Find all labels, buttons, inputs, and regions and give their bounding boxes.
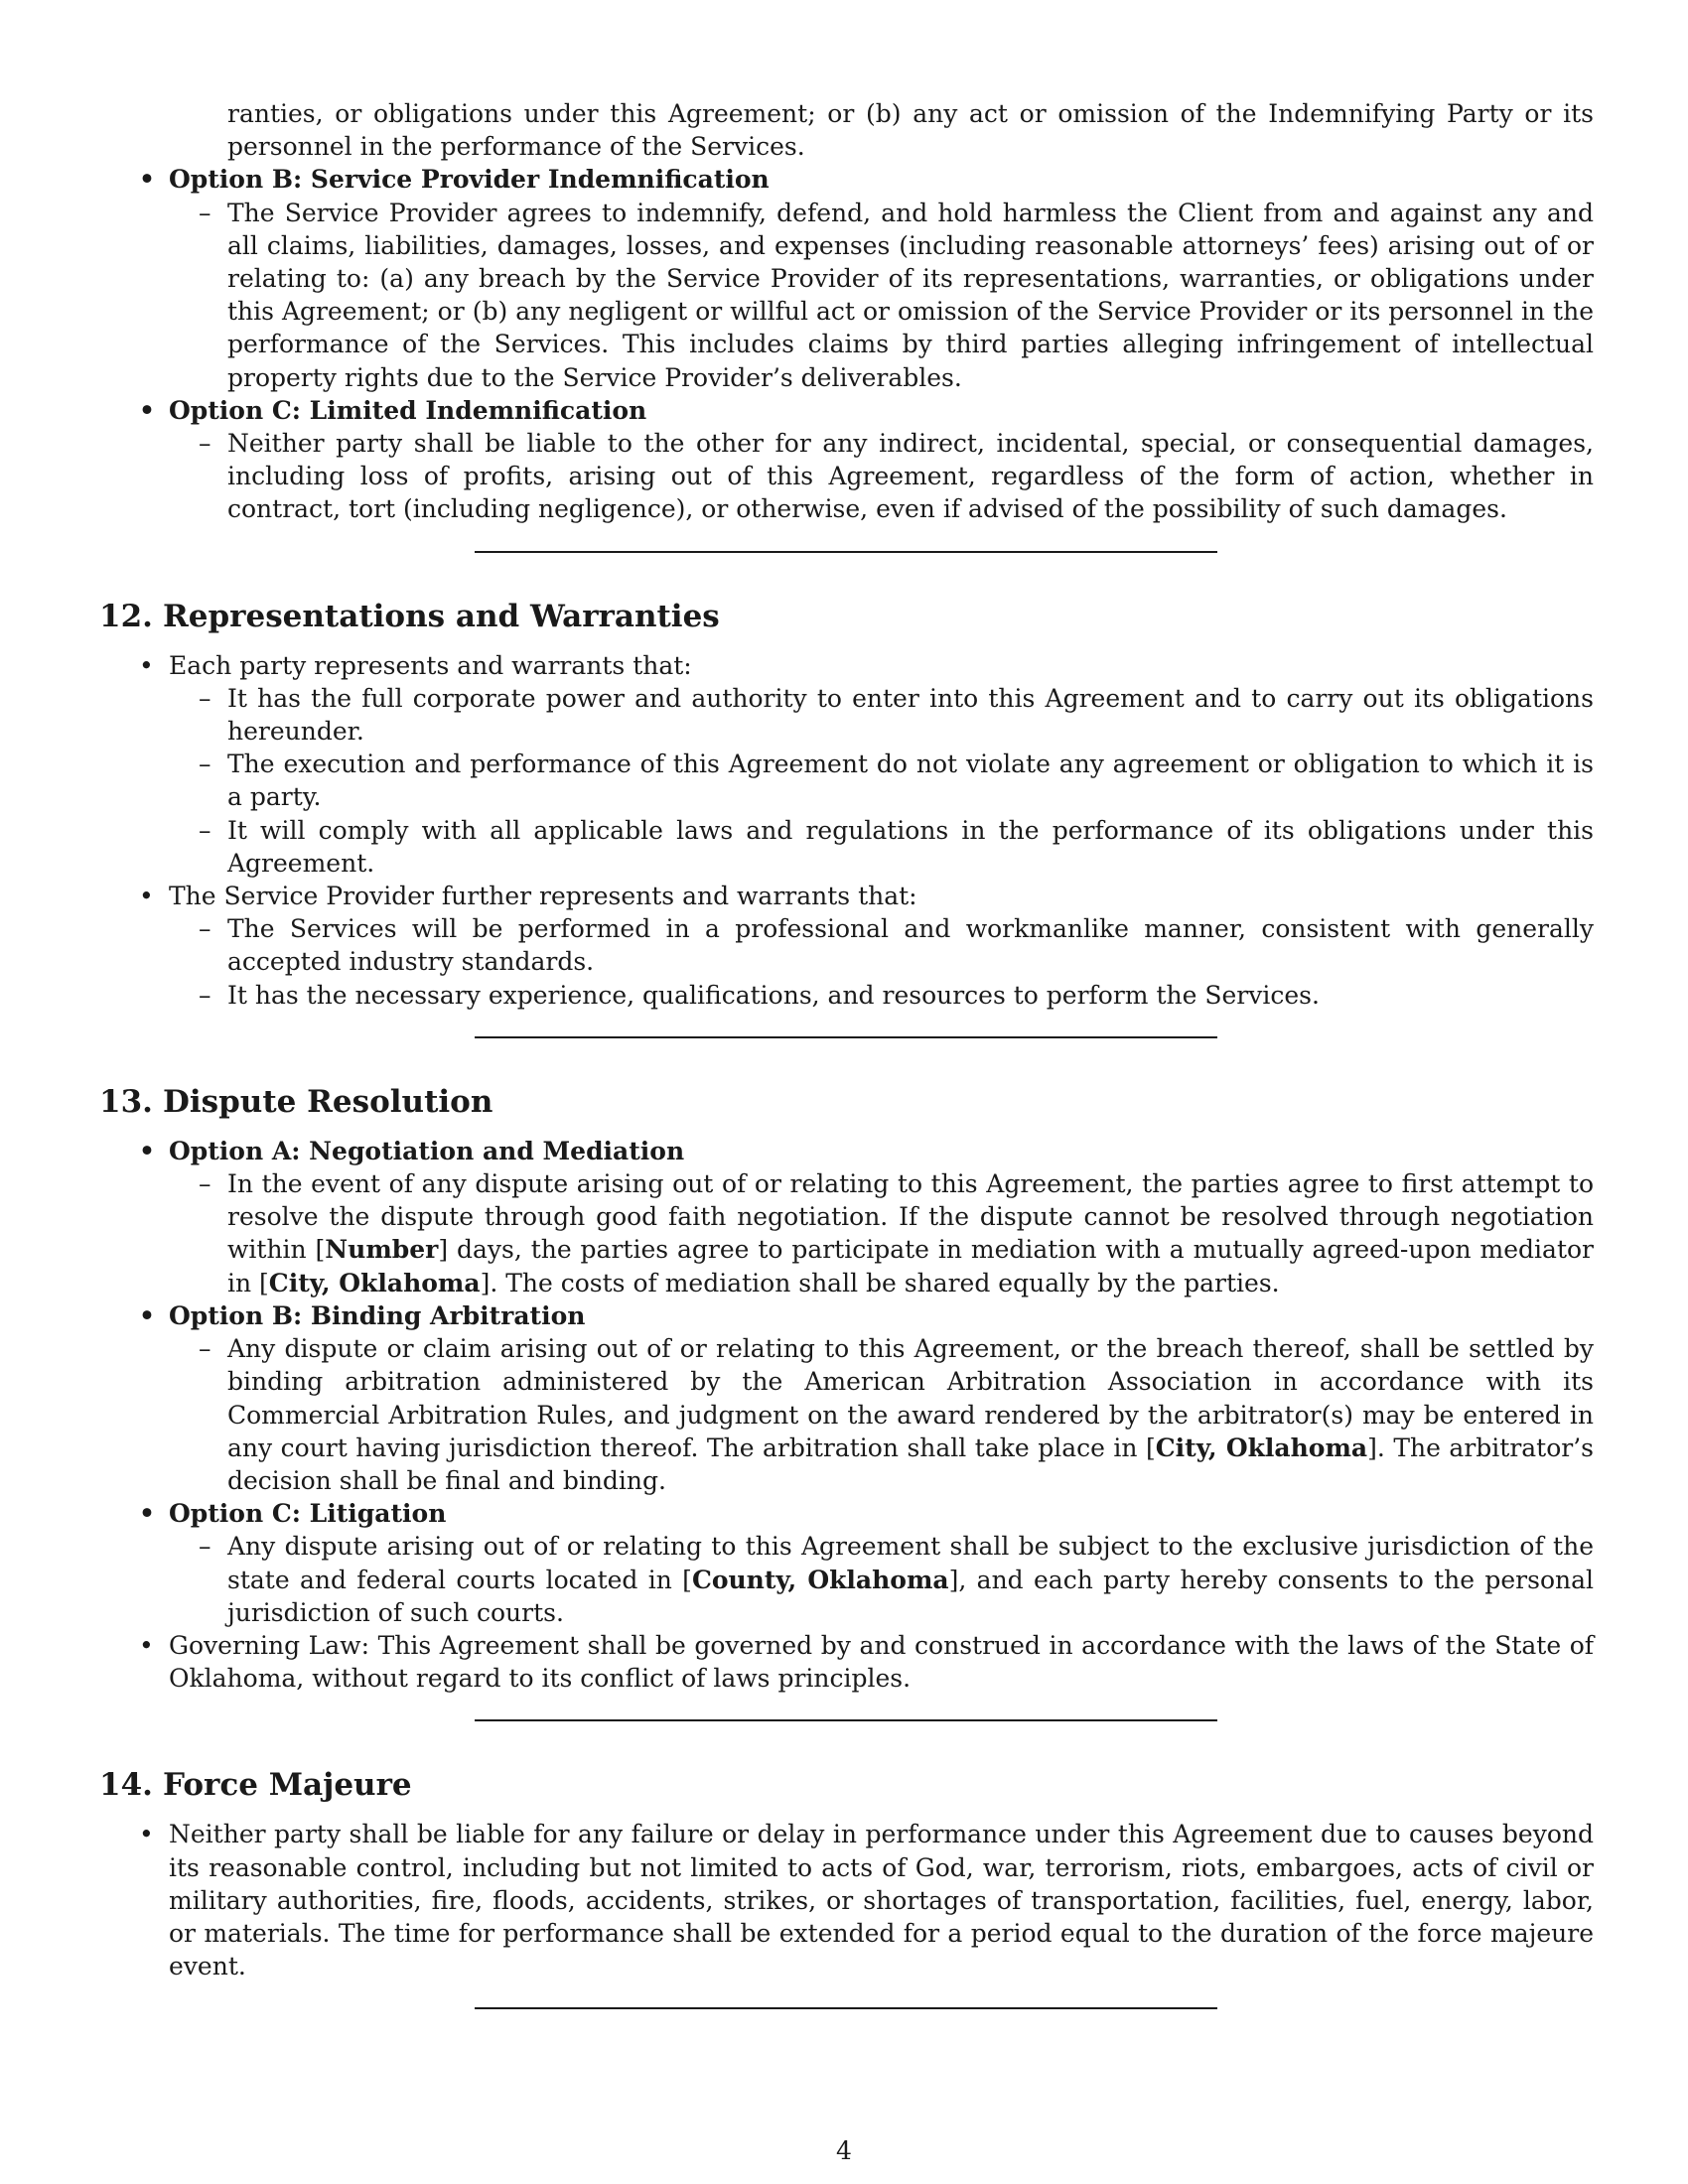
section-14-body xyxy=(99,1818,1594,1982)
option-a-text-part: ]. The costs of mediation shall be shared equally by the parties. xyxy=(480,1268,1280,1297)
warranty-group-lead: • The Service Provider further represents and warrants that: xyxy=(99,880,1594,912)
warranty-item: – It has the full corporate power and authority to enter into this Agreement and to carry out its obligations hereunder. xyxy=(99,682,1594,748)
section-13-title: Dispute Resolution xyxy=(163,1083,493,1120)
document-content xyxy=(99,97,1594,2009)
placeholder-city: City, Oklahoma xyxy=(268,1268,481,1297)
section-14-title: Force Majeure xyxy=(163,1767,412,1804)
option-a-title: • Option A: Negotiation and Mediation xyxy=(99,1135,1594,1167)
section-12-title: Representations and Warranties xyxy=(163,598,720,634)
option-c-text-part: ], and each party hereby consents to the personal jurisdiction of such courts. xyxy=(227,1565,1595,1627)
option-b-title: • Option B: Binding Arbitration xyxy=(99,1299,1594,1332)
option-c-title: • Option C: Limited Indemnification xyxy=(99,394,1594,427)
section-13-heading xyxy=(99,1082,1594,1122)
section-13-body xyxy=(99,1135,1594,1695)
section-12-number: 12. xyxy=(99,598,153,634)
placeholder-county: County, Oklahoma xyxy=(691,1565,949,1594)
governing-law: • Governing Law: This Agreement shall be governed by and construed in accordance with the laws of the State of Oklahoma, without regard to its conflict of laws principles. xyxy=(99,1629,1594,1695)
option-b-text xyxy=(99,1332,1594,1497)
option-a-text xyxy=(99,1167,1594,1299)
option-b-text-part: Any dispute or claim arising out of or relating to this Agreement, or the breach thereof, shall be settled by binding arbitration administered by the American Arbitration Association in accordance with its Commercial Arbitration Rules, and judgment on the award rendered by the arbitrator(s) may be entered in any court having jurisdiction thereof. The arbitration shall take place in [ xyxy=(227,1334,1594,1462)
option-c-text-part: Any dispute arising out of or relating to this Agreement shall be subject to the exclusive jurisdiction of the state and federal courts located in [ xyxy=(227,1532,1594,1594)
warranty-item: – The Services will be performed in a professional and workmanlike manner, consistent with generally accepted industry standards. xyxy=(99,912,1594,978)
force-majeure-text: • Neither party shall be liable for any failure or delay in performance under this Agreement due to causes beyond its reasonable control, including but not limited to acts of God, war, terrorism, riots, embargoes, acts of civil or military authorities, fire, floods, accidents, strikes, or shortages of transportation, facilities, fuel, energy, labor, or materials. The time for performance shall be extended for a period equal to the duration of the force majeure event. xyxy=(99,1818,1594,1982)
option-c-text: – Neither party shall be liable to the other for any indirect, incidental, special, or consequential damages, including loss of profits, arising out of this Agreement, regardless of the form of action, whether in contract, tort (including negligence), or otherwise, even if advised of the possibility of such damages. xyxy=(99,427,1594,526)
warranty-item: – It will comply with all applicable laws and regulations in the performance of its obligations under this Agreement. xyxy=(99,814,1594,880)
option-a-text-tail: ranties, or obligations under this Agreement; or (b) any act or omission of the Indemnifying Party or its personnel in the performance of the Services. xyxy=(227,99,1594,162)
section-12-body xyxy=(99,649,1594,1012)
section-13-number: 13. xyxy=(99,1083,153,1120)
section-divider xyxy=(475,1719,1217,1721)
warranty-group-lead: • Each party represents and warrants that: xyxy=(99,649,1594,682)
placeholder-city: City, Oklahoma xyxy=(1155,1433,1368,1462)
page-number: 4 xyxy=(836,2136,852,2165)
option-b-text-part: ]. The arbitrator’s decision shall be final and binding. xyxy=(227,1433,1594,1495)
section-14-number: 14. xyxy=(99,1767,153,1804)
option-a-text-part: ] days, the parties agree to participate in mediation with a mutually agreed-upon mediator in [ xyxy=(227,1235,1594,1297)
placeholder-number: Number xyxy=(325,1235,439,1265)
option-c-text xyxy=(99,1530,1594,1629)
document-page xyxy=(99,97,1594,2009)
option-b-text: – The Service Provider agrees to indemnify, defend, and hold harmless the Client from and against any and all claims, liabilities, damages, losses, and expenses (including reasonable attorneys’ fees) arising out of or relating to: (a) any breach by the Service Provider of its representations, warranties, or obligations under this Agreement; or (b) any negligent or willful act or omission of the Service Provider or its personnel in the performance of the Services. This includes claims by third parties alleging infringement of intellectual property rights due to the Service Provider’s deliverables. xyxy=(99,197,1594,394)
warranty-item: – The execution and performance of this Agreement do not violate any agreement or obligation to which it is a party. xyxy=(99,748,1594,813)
section-11-continuation xyxy=(99,97,1594,526)
section-divider xyxy=(475,1036,1217,1038)
section-12-heading xyxy=(99,597,1594,636)
section-divider xyxy=(475,2007,1217,2009)
section-divider xyxy=(475,551,1217,553)
warranty-item: – It has the necessary experience, qualifications, and resources to perform the Services. xyxy=(99,979,1594,1012)
option-a-text-part: In the event of any dispute arising out of or relating to this Agreement, the parties agree to first attempt to resolve the dispute through good faith negotiation. If the dispute cannot be resolved through negotiation within [ xyxy=(227,1169,1594,1265)
option-b-title: • Option B: Service Provider Indemnification xyxy=(99,163,1594,196)
section-14-heading xyxy=(99,1765,1594,1805)
option-c-title: • Option C: Litigation xyxy=(99,1497,1594,1530)
